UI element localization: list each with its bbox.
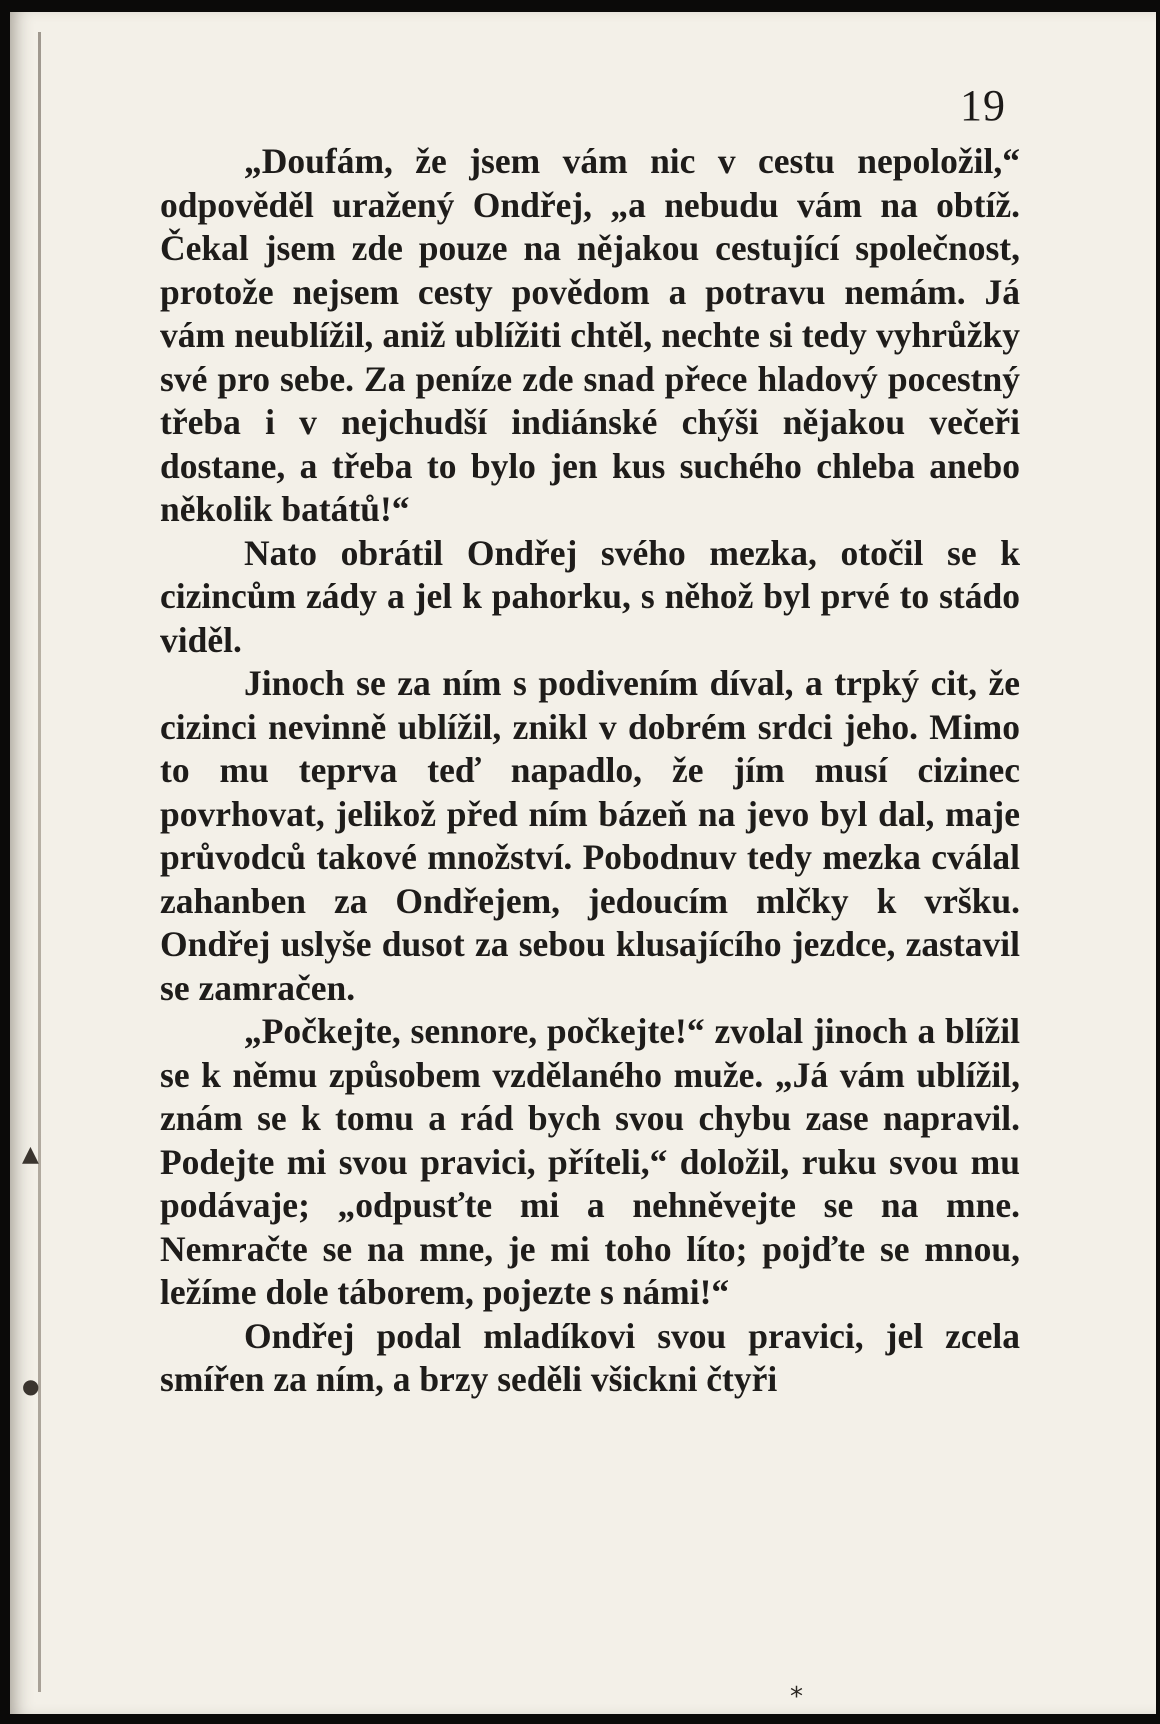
margin-dot-icon: ● (22, 1374, 40, 1398)
paragraph-3: Jinoch se za ním s podivením díval, a trpký cit, že cizinci nevinně ublížil, znikl v dobrém srdci jeho. Mimo to mu teprva teď napadlo, že jím musí cizinec povrhovat, jelikož před ním bázeň na jevo byl dal, maje průvodců takové množství. Pobodnuv tedy mezka cválal zahanben za Ondřejem, jedoucím mlčky k vršku. Ondřej uslyše dusot za sebou klusajícího jezdce, zastavil se zamračen. (160, 663, 1020, 1008)
margin-arrow-icon: ▲ (22, 1142, 39, 1167)
page-number: 19 (960, 81, 1006, 130)
paragraph-2: Nato obrátil Ondřej svého mezka, otočil se k cizincům zády a jel k pahorku, s něhož byl prvé to stádo viděl. (160, 532, 1020, 660)
book-page (10, 12, 1156, 1714)
page-spine-shadow (38, 32, 41, 1692)
paragraph-1: „Doufám, že jsem vám nic v cestu nepoložil,“ odpověděl uražený Ondřej, „a nebudu vám na obtíž. Čekal jsem zde pouze na nějakou cestující společnost, protože nejsem cesty povědom a potravu nemám. Já vám neublížil, aniž ublížiti chtěl, nechte si tedy vyhrůžky své pro sebe. Za peníze zde snad přece hladový pocestný třeba i v nejchudší indiánské chýši nějakou večeři dostane, a třeba to bylo jen kus suchého chleba anebo několik batátů!“ (160, 141, 1020, 529)
body-text (160, 140, 1020, 1402)
signature-mark: * (790, 1682, 803, 1712)
paragraph-5: Ondřej podal mladíkovi svou pravici, jel zcela smířen za ním, a brzy seděli všickni čtyři (160, 1315, 1020, 1399)
paragraph-4: „Počkejte, sennore, počkejte!“ zvolal jinoch a blížil se k němu způsobem vzdělaného muže. „Já vám ublížil, znám se k tomu a rád bych svou chybu zase napravil. Podejte mi svou pravici, příteli,“ doložil, ruku svou mu podávaje; „odpusťte mi a nehněvejte se na mne. Nemračte se na mne, je mi toho líto; pojďte se mnou, ležíme dole táborem, pojezte s námi!“ (160, 1011, 1020, 1312)
